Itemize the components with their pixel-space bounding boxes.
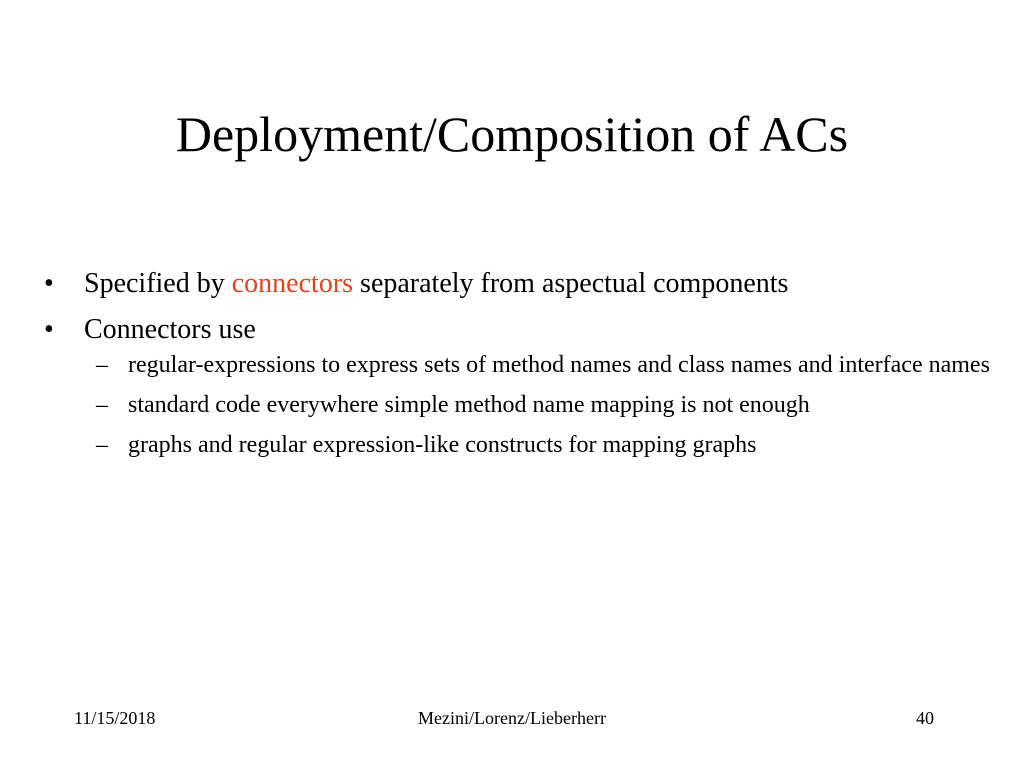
highlight-connectors: connectors — [231, 268, 354, 299]
dash-marker: – — [96, 352, 108, 378]
slide-title: Deployment/Composition of ACs — [175, 106, 849, 162]
bullet-marker: • — [44, 268, 54, 299]
sub-item-regular-expressions — [44, 350, 990, 380]
bullet-text-prefix: Specified by — [84, 268, 232, 299]
sub-item-text: graphs and regular expression-like constructs for mapping graphs — [128, 432, 757, 458]
sub-bullet-list — [84, 350, 990, 460]
bullet-text: Connectors use — [84, 314, 256, 345]
footer-page-number: 40 — [916, 708, 934, 728]
bullet-list — [44, 263, 990, 470]
sub-item-text: standard code everywhere simple method name mapping is not enough — [128, 392, 810, 418]
dash-marker: – — [96, 392, 108, 418]
bullet-item-connectors-use — [44, 309, 990, 460]
footer-authors: Mezini/Lorenz/Lieberherr — [418, 708, 606, 728]
sub-item-graphs — [44, 430, 968, 460]
footer-date: 11/15/2018 — [74, 708, 156, 728]
bullet-text-suffix: separately from aspectual components — [353, 268, 789, 299]
dash-marker: – — [96, 432, 108, 458]
bullet-item-specified — [44, 263, 984, 304]
sub-item-text: regular-expressions to express sets of method names and class names and interface names — [128, 352, 990, 378]
sub-item-standard-code — [44, 390, 968, 420]
bullet-marker: • — [44, 314, 54, 345]
